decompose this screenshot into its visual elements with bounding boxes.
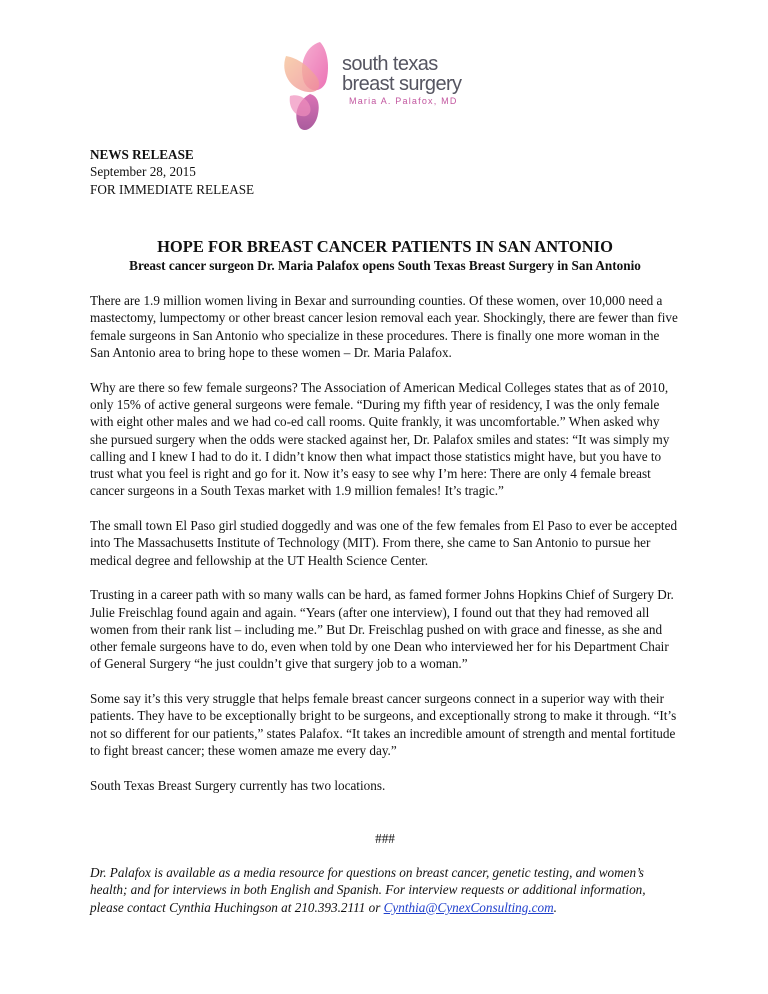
- contact-text: Dr. Palafox is available as a media resource for questions on breast cancer, genetic testing, and women’s health; and for interviews in both English and Spanish. For interview requests or additional information, please contact Cynthia Huchingson at 210.393.2111 or: [90, 865, 646, 915]
- body-paragraph: The small town El Paso girl studied doggedly and was one of the few females from El Paso to ever be accepted into The Massachusetts Institute of Technology (MIT). From there, she came to San Antonio to pursue her medical degree and fellowship at the UT Health Science Center.: [90, 518, 678, 568]
- body-paragraph: Some say it’s this very struggle that helps female breast cancer surgeons connect in a superior way with their patients. They have to be exceptionally bright to be surgeons, and exceptionally strong to make it through. “It’s not so different for our patients,” states Palafox. “It takes an incredible amount of strength and mental fortitude to fight breast cancer; these women amaze me every day.”: [90, 691, 677, 758]
- release-header: [90, 146, 680, 198]
- release-note: FOR IMMEDIATE RELEASE: [90, 181, 255, 197]
- body-paragraph: Why are there so few female surgeons? The Association of American Medical Colleges states that as of 2010, only 15% of active general surgeons were female. “During my fifth year of residency, I was the only female with eight other males and we had co-ed call rooms. Quite frankly, it was uncomfortable.” When asked why she pursued surgery when the odds were stacked against her, Dr. Palafox smiles and states: “It was simply my calling and I knew I had to do it. I didn’t know then what impact those statistics might have, but you have to trust what you feel is right and go for it. Now it’s easy to see why I’m here: There are only 4 female breast cancer surgeons in a South Texas market with 1.9 million females! It’s tragic.”: [90, 379, 670, 499]
- contact-end: .: [553, 899, 557, 915]
- body-paragraph: There are 1.9 million women living in Bexar and surrounding counties. Of these women, over 10,000 need a mastectomy, lumpectomy or other breast cancer lesion removal each year. Shockingly, there are fewer than five female surgeons in San Antonio who specialize in these procedures. There is finally one more woman in the San Antonio area to bring hope to these women – Dr. Maria Palafox.: [90, 293, 678, 361]
- headline: HOPE FOR BREAST CANCER PATIENTS IN SAN ANTONIO: [157, 236, 613, 256]
- logo-doctor-name: Maria A. Palafox, MD: [349, 96, 458, 106]
- subheadline: Breast cancer surgeon Dr. Maria Palafox opens South Texas Breast Surgery in San Antonio: [129, 257, 641, 273]
- logo-wordmark-line1: south texas: [342, 53, 438, 75]
- release-label: NEWS RELEASE: [90, 147, 194, 162]
- end-separator: ###: [375, 830, 395, 846]
- body-paragraph: Trusting in a career path with so many walls can be hard, as famed former Johns Hopkins Chief of Surgery Dr. Julie Freischlag found again and again. “Years (after one interview), I found out that they had removed all women from their rank list – including me.” But Dr. Freischlag pushed on with grace and finesse, as she and other female surgeons have to do, even when told by one Dean who interviewed her for his Department Chair of General Surgery “he just couldn’t give that surgery job to a woman.”: [90, 587, 674, 672]
- email-link[interactable]: Cynthia@CynexConsulting.com: [383, 899, 554, 915]
- body-paragraph: South Texas Breast Surgery currently has two locations.: [90, 777, 386, 793]
- logo-wordmark-line2: breast surgery: [342, 73, 462, 95]
- document-body: [90, 146, 680, 916]
- contact-note: [90, 864, 680, 916]
- release-date: September 28, 2015: [90, 164, 196, 180]
- company-logo: [276, 38, 506, 138]
